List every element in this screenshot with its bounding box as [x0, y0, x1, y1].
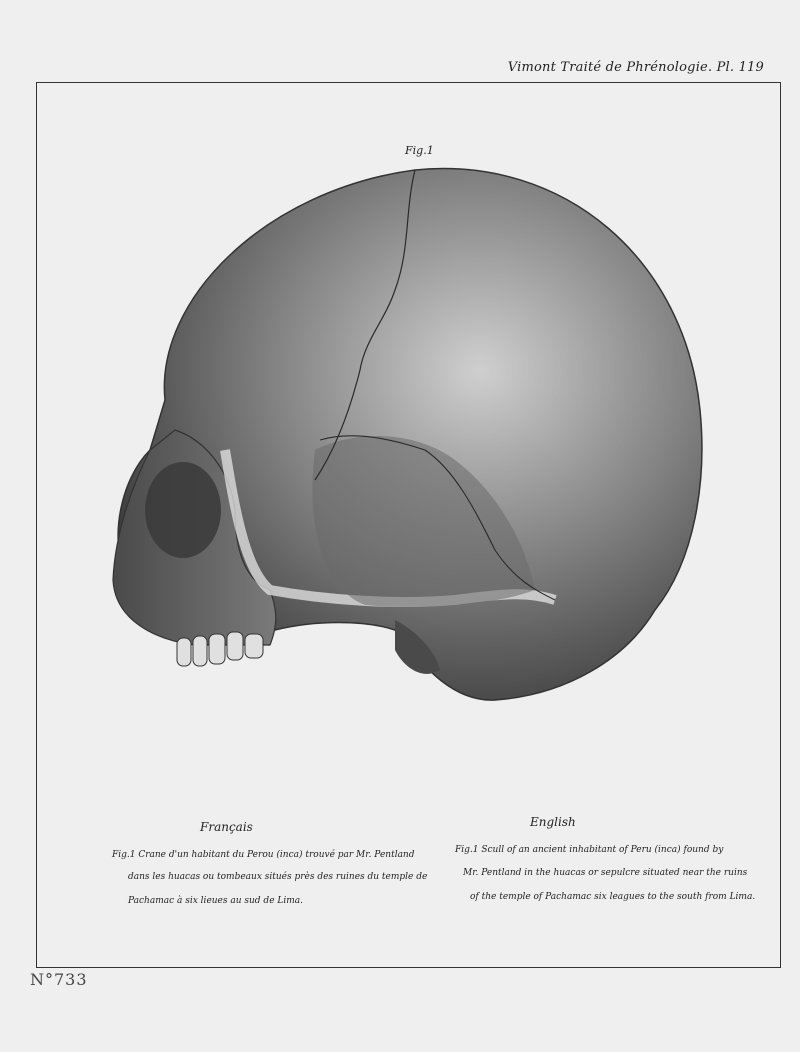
caption-english-line: of the temple of Pachamac six leagues to the south from Lima. [470, 892, 756, 902]
caption-english-line: Mr. Pentland in the huacas or sepulcre situated near the ruins [463, 868, 748, 878]
caption-english-title: English [530, 815, 576, 829]
caption-french-line: dans les huacas ou tombeaux situés près des ruines du temple de [128, 872, 428, 882]
plate-header: Vimont Traité de Phrénologie. Pl. 119 [507, 60, 764, 75]
caption-french-line: Fig.1 Crane d'un habitant du Perou (inca) trouvé par Mr. Pentland [112, 850, 415, 860]
figure-label: Fig.1 [405, 144, 434, 157]
caption-french-title: Français [200, 820, 253, 834]
caption-english-line: Fig.1 Scull of an ancient inhabitant of Peru (inca) found by [455, 845, 724, 855]
plate-number: N°733 [30, 970, 88, 989]
skull-illustration [95, 150, 725, 720]
caption-french-line: Pachamac à six lieues au sud de Lima. [128, 896, 303, 906]
